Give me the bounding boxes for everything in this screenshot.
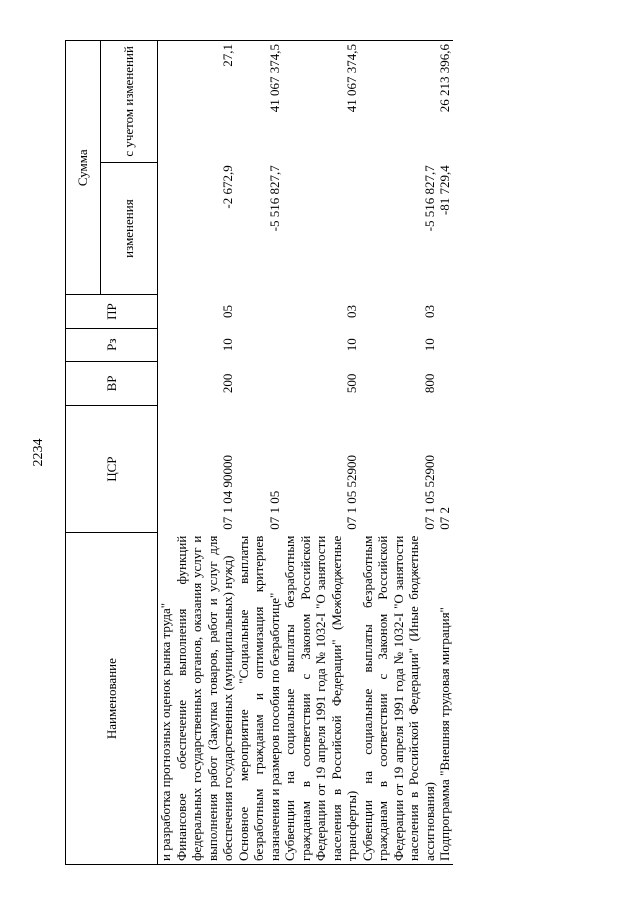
table-row (174, 41, 236, 865)
table-row (360, 41, 438, 865)
budget-table (65, 40, 453, 865)
row-total: 26 213 396,6 (437, 41, 453, 163)
row-csr: 07 2 (437, 506, 452, 530)
row-rz (437, 328, 453, 361)
row-pr (158, 295, 174, 328)
row-vr: 200 (220, 373, 235, 394)
table-row (282, 41, 360, 865)
row-change: -81 729,4 (437, 165, 452, 216)
row-csr (158, 406, 174, 533)
row-csr: 07 1 05 (266, 490, 282, 530)
row-vr (236, 361, 283, 405)
row-pr (236, 295, 283, 328)
row-total: 41 067 374,5 (236, 41, 283, 163)
table-row (437, 41, 453, 865)
header-vr: ВР (66, 361, 158, 405)
row-name: Финансовое обеспечение выполнения функций федеральных государственных органов, оказания услуг и выполнения работ (Закупка товаров, работ и услуг для обеспечения государственных (муниципальных) нужд) (174, 533, 236, 865)
row-vr (437, 361, 453, 405)
row-change: -5 516 827,7 (266, 165, 282, 232)
row-csr: 07 1 05 52900 (344, 454, 359, 530)
row-pr: 05 (220, 305, 235, 319)
row-name: Подпрограмма "Внешняя трудовая миграция" (437, 533, 453, 865)
row-total: 41 067 374,5 (282, 41, 360, 163)
row-rz: 10 (421, 338, 437, 352)
header-csr: ЦСР (66, 406, 158, 533)
header-rz: Рз (66, 328, 158, 361)
row-name: Основное мероприятие "Социальные выплаты безработным гражданам и оптимизация критериев назначения и размеров пособия по безработице" (236, 533, 283, 865)
page-number: 2234 (31, 438, 46, 467)
row-name: Субвенции на социальные выплаты безработным гражданам в соответствии с Законом Российской Федерации от 19 апреля 1991 года № 1032-I "О занятости населения в Российской Федерации" (Иные бюджетные ассигнования) (360, 533, 438, 865)
header-with-changes: с учетом изменений (101, 41, 158, 163)
row-name: и разработка прогнозных оценок рынка труда" (158, 533, 174, 865)
header-sum: Сумма (66, 41, 101, 295)
row-pr (437, 295, 453, 328)
row-change: -5 516 827,7 (421, 165, 437, 232)
header-pr: ПР (66, 295, 158, 328)
row-total: 27,1 (174, 41, 236, 163)
row-csr: 07 1 05 52900 (421, 454, 437, 530)
header-change: изменения (101, 162, 158, 295)
row-rz: 10 (220, 338, 235, 352)
row-change: -2 672,9 (220, 165, 235, 209)
row-rz: 10 (344, 338, 359, 352)
row-vr: 800 (421, 373, 437, 394)
row-pr: 03 (344, 305, 359, 319)
row-rz (236, 328, 283, 361)
row-pr: 03 (421, 305, 437, 319)
row-rz (158, 328, 174, 361)
row-csr: 07 1 04 90000 (220, 454, 235, 530)
table-header-row (66, 41, 101, 865)
row-total (158, 41, 174, 163)
row-name: Субвенции на социальные выплаты безработным гражданам в соответствии с Законом Российской Федерации от 19 апреля 1991 года № 1032-I "О занятости населения в Российской Федерации" (Межбюджетные трансферты) (282, 533, 360, 865)
row-change (158, 162, 174, 295)
row-change (282, 162, 360, 295)
row-total (360, 41, 438, 163)
row-vr (158, 361, 174, 405)
table-row (236, 41, 283, 865)
row-vr: 500 (344, 373, 359, 394)
table-row (158, 41, 174, 865)
header-name: Наименование (66, 533, 158, 865)
